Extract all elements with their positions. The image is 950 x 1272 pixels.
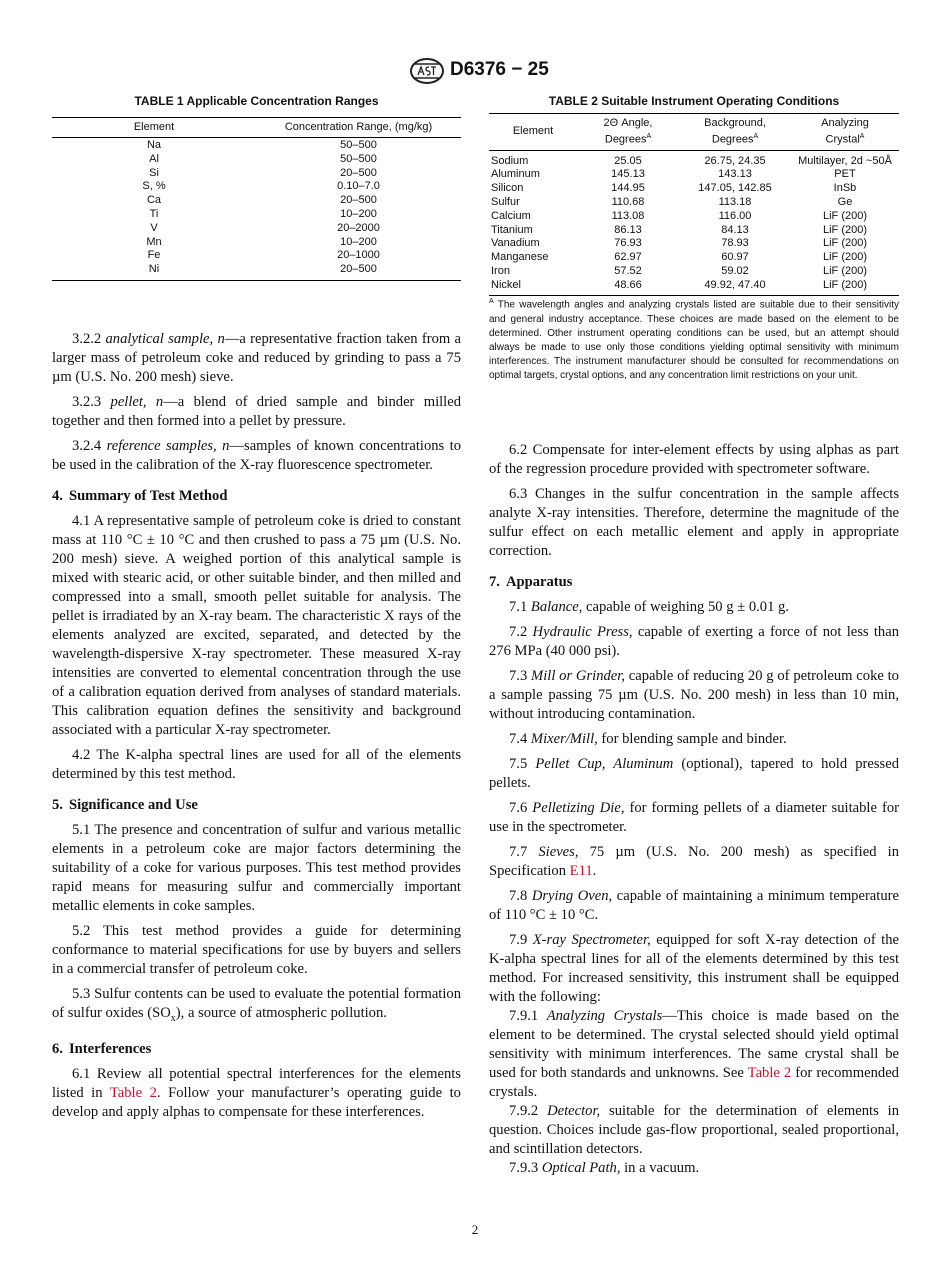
table1-cell-element: Ti xyxy=(149,207,159,220)
table2-cell-background: 147.05, 142.85 xyxy=(698,182,772,195)
para-3-2-3: 3.2.3 pellet, n—a blend of dried sample and binder milled together and then formed into a pellet by pressure. xyxy=(52,394,462,429)
section-6-heading: 6. Interferences xyxy=(52,1040,152,1057)
table2-cell-element: Nickel xyxy=(489,279,577,295)
table1-cell-element: Mn xyxy=(146,235,162,248)
table2-cell-angle: 86.13 xyxy=(614,223,642,236)
table1-cell-element: Al xyxy=(149,152,159,165)
para-7-9-2: 7.9.2 Detector, suitable for the determination of elements in question. Choices include gas-flow proportional, sealed proportional, and scintillation detectors. xyxy=(489,1103,900,1157)
para-7-5: 7.5 Pellet Cup, Aluminum (optional), tapered to hold pressed pellets. xyxy=(489,756,899,791)
para-3-2-2: 3.2.2 analytical sample, n—a representative fraction taken from a larger mass of petroleum coke and reduced by grinding to pass a 75 µm (U.S. No. 200 mesh) sieve. xyxy=(52,331,462,385)
table2-cell-angle: 145.13 xyxy=(611,168,645,181)
para-3-2-4: 3.2.4 reference samples, n—samples of known concentrations to be used in the calibration of the X-ray fluorescence spectrometer. xyxy=(52,438,462,473)
table2-cell-angle: 76.93 xyxy=(614,237,642,250)
table2-cell-element: Sodium xyxy=(491,154,529,167)
table1-row xyxy=(52,153,461,167)
para-6-1: 6.1 Review all potential spectral interferences for the elements listed in Table 2. Follow your manufacturer’s operating guide to develop and apply alphas to compensate for these interferences. xyxy=(52,1065,461,1120)
para-7-2: 7.2 Hydraulic Press, capable of exerting a force of not less than 276 MPa (40 000 psi). xyxy=(489,624,900,659)
table2-row xyxy=(489,251,899,265)
table2-cell-background: 116.00 xyxy=(718,209,752,222)
para-7-3: 7.3 Mill or Grinder, capable of reducing 20 g of petroleum coke to a sample passing 75 µm (U.S. No. 200 mesh) in less than 10 min, without introducing contamination. xyxy=(489,668,899,722)
table2-cell-element: Titanium xyxy=(491,223,533,236)
table1-header-range: Concentration Range, (mg/kg) xyxy=(256,118,461,138)
table2-row xyxy=(489,237,899,251)
table1-cell-element: Ni xyxy=(52,263,256,280)
table2-cell-angle: 144.95 xyxy=(611,182,645,195)
para-5-3: 5.3 Sulfur contents can be used to evaluate the potential formation of sulfur oxides $(SO_x)$, a source of atmospheric pollution. xyxy=(52,986,461,1024)
table2-cell-crystal: LiF (200) xyxy=(822,237,868,250)
table1-row xyxy=(52,194,461,208)
table2-header-background: Background, Degrees$^A$ xyxy=(679,114,791,151)
table2-link[interactable]: Table 2 xyxy=(747,1065,792,1081)
table2-cell-angle: 57.52 xyxy=(614,265,642,278)
table1-row xyxy=(52,208,461,222)
right-column xyxy=(489,441,899,1178)
table2-cell-angle: 113.08 xyxy=(611,209,645,222)
table2-header-angle: 2Θ Angle, Degrees$^A$ xyxy=(577,114,679,151)
table2-cell-crystal: PET xyxy=(834,168,856,181)
table1-row xyxy=(52,263,461,280)
table2-row xyxy=(489,224,899,238)
table2-cell-element: Vanadium xyxy=(491,237,540,250)
table1-cell-range: 10–200 xyxy=(340,207,377,220)
table1-row xyxy=(52,249,461,263)
table2-cell-element: Aluminum xyxy=(491,168,540,181)
table1-row xyxy=(52,138,461,153)
table2-row xyxy=(489,210,899,224)
left-column xyxy=(52,330,461,1128)
table2 xyxy=(489,113,899,296)
table2-cell-crystal: InSb xyxy=(833,182,857,195)
para-4-2: 4.2 The K-alpha spectral lines are used for all of the elements determined by this test method. xyxy=(52,747,461,782)
para-7-9: 7.9 X-ray Spectrometer, equipped for soft X-ray detection of the K-alpha spectral lines for all of the elements determined by this test method. For increased sensitivity, this instrument shall be equipped with the following: xyxy=(489,932,899,1005)
page-header xyxy=(0,58,950,84)
table1-row xyxy=(52,167,461,181)
table2-cell-crystal: LiF (200) xyxy=(822,265,868,278)
table1-cell-element: Si xyxy=(149,166,159,179)
astm-logo-icon xyxy=(409,58,445,84)
table2-link[interactable]: Table 2 xyxy=(109,1084,157,1101)
table1-cell-range: 50–500 xyxy=(340,139,377,151)
table2-cell-background: 60.97 xyxy=(721,251,749,264)
para-4-1: 4.1 A representative sample of petroleum coke is dried to constant mass at 110 °C ± 10 °C and then crushed to pass a 75 µm (U.S. No. 200 mesh) sieve. A weighed portion of this analytical sample is mixed with stearic acid, or other suitable binder, and then milled and compressed into a small, smooth pellet suitable for analysis. The pellet is irradiated by an X-ray beam. The characteristic X rays of the elements analyzed are excited, separated, and detected by the wavelength-dispersive X-ray spectrometer. These measured X-ray intensities are converted to elemental concentration through the use of a calibration equation derived from analyses of standard materials. This calibration equation defines the sensitivity and background associated with a particular X-ray spectrometer. xyxy=(52,513,461,738)
table2-footnote: $^A$ The wavelength angles and analyzing crystals listed are suitable due to their sensitivity and general industry acceptance. These choices are made based on the element to be determined. Other instrument operating conditions can be used, but an attempt should always be made to use only those conditions yielding optimal sensitivity with minimum interferences. The instrument manufacturer should be consulted for recommendations on optimal targets, crystal options, and any concentration limit restrictions on your unit. xyxy=(489,298,899,382)
table1-cell-element: Na xyxy=(146,139,162,151)
table2-row xyxy=(489,265,899,279)
table1-cell-range: 20–500 xyxy=(340,194,377,207)
table1-cell-range: 10–200 xyxy=(340,235,377,248)
table2-row xyxy=(489,168,899,182)
section-7-heading: 7. Apparatus xyxy=(489,574,573,590)
table1 xyxy=(52,117,461,281)
table2-row xyxy=(489,150,899,168)
table1-cell-range: 0.10–7.0 xyxy=(337,180,380,193)
para-6-2: 6.2 Compensate for inter-element effects by using alphas as part of the regression procedure provided with spectrometer software. xyxy=(489,442,899,477)
para-7-7: 7.7 Sieves, 75 µm (U.S. No. 200 mesh) as specified in Specification E11. xyxy=(489,844,899,879)
table1-cell-element: V xyxy=(150,221,158,234)
table2-header-crystal: Analyzing Crystal$^A$ xyxy=(791,114,899,151)
table2-cell-crystal: LiF (200) xyxy=(822,209,868,222)
table1-cell-range: 50–500 xyxy=(340,152,377,165)
para-7-4: 7.4 Mixer/Mill, for blending sample and binder. xyxy=(509,731,787,747)
section-5-heading: 5. Significance and Use xyxy=(52,797,198,813)
document-id: D6376 − 25 xyxy=(450,59,549,80)
table2-header-element: Element xyxy=(489,114,577,151)
table1-cell-element: Ca xyxy=(146,194,162,207)
table1-caption: TABLE 1 Applicable Concentration Ranges xyxy=(134,94,379,108)
table2-cell-angle: 25.05 xyxy=(614,154,642,167)
table2-cell-background: 84.13 xyxy=(721,223,749,236)
table2-cell-crystal: LiF (200) xyxy=(822,223,868,236)
table1-cell-element: Fe xyxy=(147,249,161,262)
e11-link[interactable]: E11 xyxy=(569,863,593,879)
table1-cell-range: 20–500 xyxy=(340,166,377,179)
para-5-1: 5.1 The presence and concentration of sulfur and various metallic elements in a petroleum coke are major factors determining the suitability of a coke for various purposes. This test method provides rapid means for measuring sulfur and commercially important metallic elements in coke samples. xyxy=(52,822,461,914)
table2-cell-crystal: Ge xyxy=(837,196,853,209)
table2-caption: TABLE 2 Suitable Instrument Operating Conditions xyxy=(548,94,840,108)
table2-cell-crystal: Multilayer, 2d ~50Å xyxy=(798,154,892,167)
para-7-8: 7.8 Drying Oven, capable of maintaining a minimum temperature of 110 °C ± 10 °C. xyxy=(489,888,899,923)
section-4-heading: 4. Summary of Test Method xyxy=(52,488,228,504)
para-7-9-1: 7.9.1 Analyzing Crystals—This choice is made based on the element to be determined. The crystal selected should yield optimal sensitivity with minimum interferences. The same crystal shall be used for both standards and unknowns. See Table 2 for recommended crystals. xyxy=(489,1008,900,1100)
table2-cell-element: Sulfur xyxy=(491,196,520,209)
table2-row xyxy=(489,182,899,196)
table1-cell-range: 20–2000 xyxy=(337,221,380,234)
table2-row xyxy=(489,196,899,210)
table2-cell-background: 26.75, 24.35 xyxy=(704,154,766,167)
table2-row xyxy=(489,279,899,295)
table2-cell-background: 49.92, 47.40 xyxy=(679,279,791,295)
table2-cell-element: Calcium xyxy=(491,209,531,222)
table2-cell-crystal: LiF (200) xyxy=(822,251,868,264)
table1-row xyxy=(52,222,461,236)
table1-cell-range: 20–1000 xyxy=(337,249,380,262)
table2-cell-background: 59.02 xyxy=(721,265,749,278)
para-5-2: 5.2 This test method provides a guide for determining conformance to material specifications for use by buyers and sellers in a commercial transfer of petroleum coke. xyxy=(52,923,461,977)
para-7-9-3: 7.9.3 Optical Path, in a vacuum. xyxy=(509,1160,700,1176)
table2-cell-angle: 48.66 xyxy=(577,279,679,295)
table2-cell-angle: 110.68 xyxy=(611,196,645,209)
table2-cell-background: 143.13 xyxy=(718,168,752,181)
table1-cell-element: S, % xyxy=(142,180,166,193)
table2-cell-background: 113.18 xyxy=(718,196,752,209)
page-number: 2 xyxy=(471,1222,479,1237)
table2-cell-element: Manganese xyxy=(491,251,549,264)
para-7-6: 7.6 Pelletizing Die, for forming pellets of a diameter suitable for use in the spectrometer. xyxy=(489,800,899,835)
table1-cell-range: 20–500 xyxy=(256,263,461,280)
para-6-3: 6.3 Changes in the sulfur concentration in the sample affects analyte X-ray intensities. Therefore, determine the magnitude of the sulfur effect on each metallic element and apply in appropriate correction. xyxy=(489,486,899,559)
table1-row xyxy=(52,180,461,194)
table2-cell-angle: 62.97 xyxy=(614,251,642,264)
table1-row xyxy=(52,236,461,250)
table2-cell-background: 78.93 xyxy=(721,237,749,250)
table1-header-element: Element xyxy=(52,118,256,138)
table2-cell-element: Iron xyxy=(491,265,510,278)
para-7-1: 7.1 Balance, capable of weighing 50 g ± 0.01 g. xyxy=(509,599,789,615)
table2-cell-element: Silicon xyxy=(491,182,524,195)
table2-cell-crystal: LiF (200) xyxy=(791,279,899,295)
